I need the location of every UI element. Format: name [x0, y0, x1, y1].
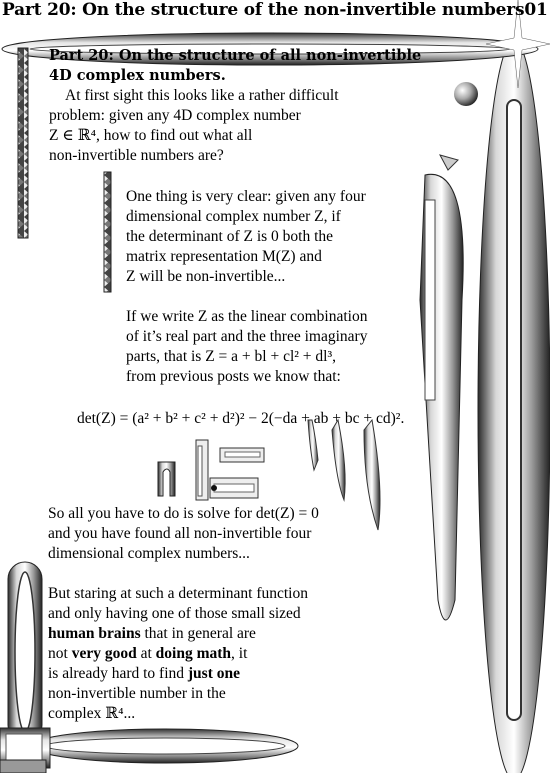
- middle-right-pill-ornament: [420, 155, 463, 620]
- text-line: of it’s real part and the three imaginary: [126, 328, 368, 345]
- text-fragment: , it: [231, 645, 248, 662]
- left-stud-column: [18, 48, 28, 238]
- text-line: [48, 644, 308, 664]
- text-fragment: that in general are: [140, 625, 256, 642]
- paragraph-linear-combination: [126, 307, 367, 387]
- paragraph-solve: [48, 504, 319, 564]
- text-line: dimensional complex number Z, if: [126, 208, 341, 225]
- bold-phrase: just one: [187, 665, 240, 682]
- determinant-formula: det(Z) = (a² + b² + c² + d²)² − 2(−da + ab + bc + cd)².: [77, 410, 405, 427]
- text-line: Z ∈ ℝ⁴, how to find out what all: [49, 127, 253, 144]
- text-fragment: is already hard to find: [48, 665, 188, 682]
- text-line: and only having one of those small sized: [48, 605, 301, 622]
- paragraph-determinant: [126, 187, 366, 287]
- text-line: dimensional complex numbers...: [48, 545, 250, 562]
- heading-line: 4D complex numbers.: [49, 67, 226, 84]
- text-line: matrix representation M(Z) and: [126, 248, 322, 265]
- section-heading: [49, 46, 421, 86]
- text-line: and you have found all non-invertible four: [48, 525, 312, 542]
- text-line: So all you have to do is solve for det(Z) = 0: [48, 505, 319, 522]
- text-line: from previous posts we know that:: [126, 368, 341, 385]
- bold-phrase: very good: [71, 645, 137, 662]
- text-line: If we write Z as the linear combination: [126, 308, 368, 325]
- text-line: At first sight this looks like a rather difficult: [65, 87, 339, 104]
- text-line: non-invertible numbers are?: [49, 147, 224, 164]
- page-title: Part 20: On the structure of the non-invertible numbers01: [2, 0, 548, 20]
- text-line: [48, 664, 308, 684]
- text-line: the determinant of Z is 0 both the: [126, 228, 334, 245]
- text-fragment: not: [48, 645, 72, 662]
- text-line: [48, 624, 308, 644]
- middle-stud-column: [104, 172, 111, 292]
- heading-line: Part 20: On the structure of all non-invertible: [49, 47, 422, 64]
- bold-phrase: doing math: [155, 645, 232, 662]
- text-line: problem: given any 4D complex number: [49, 107, 301, 124]
- bold-phrase: human brains: [48, 625, 141, 642]
- spike-ornament: [332, 420, 345, 500]
- text-line: But staring at such a determinant function: [48, 585, 308, 602]
- text-line: complex ℝ⁴...: [48, 705, 136, 722]
- text-line: One thing is very clear: given any four: [126, 188, 366, 205]
- spike-ornament: [364, 420, 380, 530]
- right-pill-ornament: [478, 40, 550, 773]
- text-fragment: at: [136, 645, 156, 662]
- paragraph-brains: [48, 584, 308, 724]
- text-line: Z will be non-invertible...: [126, 268, 286, 285]
- text-line: parts, that is Z = a + bl + cl² + dl³,: [126, 348, 336, 365]
- intro-paragraph: [49, 86, 339, 166]
- fragment-ornament: [158, 440, 264, 500]
- text-line: non-invertible number in the: [48, 685, 226, 702]
- sphere-ornament: [454, 82, 478, 106]
